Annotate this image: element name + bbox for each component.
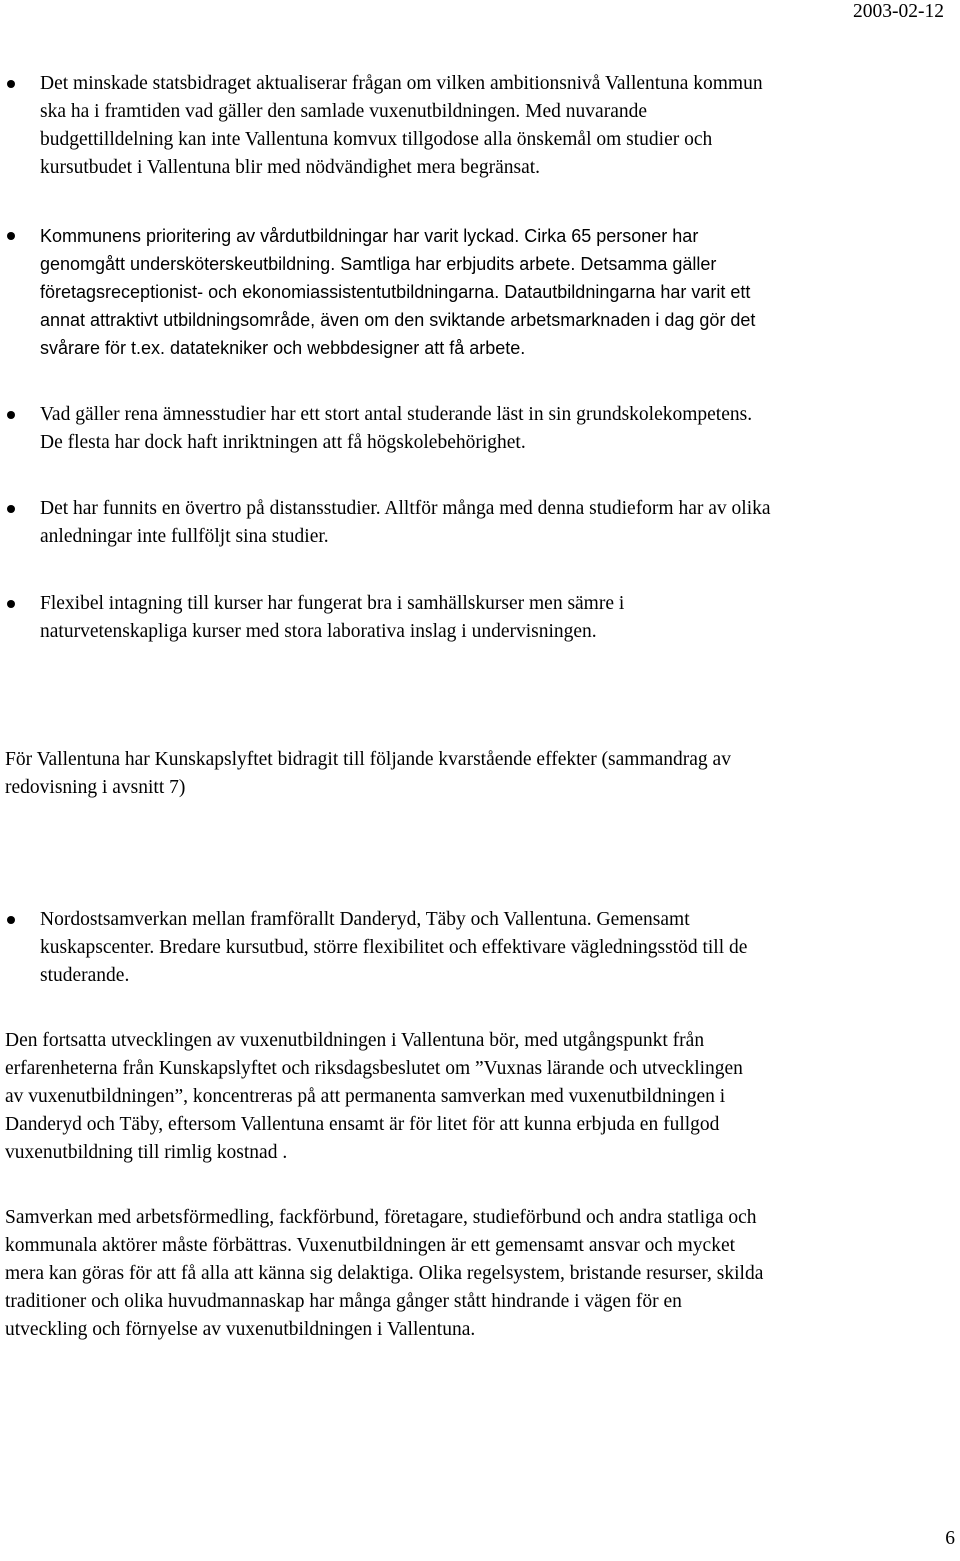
bullet-line: anledningar inte fullföljt sina studier.	[40, 526, 329, 547]
bullet-line: kuskapscenter. Bredare kursutbud, större flexibilitet och effektivare vägledningsstöd till de	[40, 937, 748, 958]
paragraph-line: För Vallentuna har Kunskapslyftet bidragit till följande kvarstående effekter (sammandrag av	[5, 749, 731, 770]
bullet-dot-icon	[7, 505, 15, 513]
bullet-line: naturvetenskapliga kurser med stora laborativa inslag i undervisningen.	[40, 621, 597, 642]
intro-paragraph	[5, 746, 955, 802]
paragraph-line: Den fortsatta utvecklingen av vuxenutbildningen i Vallentuna bör, med utgångspunkt från	[5, 1030, 705, 1051]
bullet-item	[40, 590, 960, 646]
bullet-line: annat attraktivt utbildningsområde, även om den sviktande arbetsmarknaden i dag gör det	[40, 310, 756, 330]
paragraph-line: av vuxenutbildningen”, koncentreras på att permanenta samverkan med vuxenutbildningen i	[5, 1086, 726, 1107]
paragraph-line: utveckling och förnyelse av vuxenutbildningen i Vallentuna.	[5, 1319, 476, 1340]
bullet-line: kursutbudet i Vallentuna blir med nödvändighet mera begränsat.	[40, 157, 541, 178]
bullet-line: svårare för t.ex. datatekniker och webbdesigner att få arbete.	[40, 338, 526, 358]
cooperation-paragraph	[5, 1204, 955, 1344]
bullet-line: Vad gäller rena ämnesstudier har ett stort antal studerande läst in sin grundskolekompetens.	[40, 404, 753, 425]
paragraph-line: vuxenutbildning till rimlig kostnad .	[5, 1142, 288, 1163]
bullet-line: De flesta har dock haft inriktningen att få högskolebehörighet.	[40, 432, 526, 453]
bullet-dot-icon	[7, 411, 15, 419]
paragraph-line: redovisning i avsnitt 7)	[5, 777, 186, 798]
bullet-line: Det minskade statsbidraget aktualiserar frågan om vilken ambitionsnivå Vallentuna kommun	[40, 73, 763, 94]
paragraph-line: traditioner och olika huvudmannaskap har många gånger stått hindrande i vägen för en	[5, 1291, 682, 1312]
bullet-dot-icon	[7, 232, 15, 240]
bullet-item	[40, 401, 960, 457]
paragraph-line: kommunala aktörer måste förbättras. Vuxenutbildningen är ett gemensamt ansvar och mycket	[5, 1235, 736, 1256]
bullet-dot-icon	[7, 916, 15, 924]
page-number: 6	[945, 1528, 955, 1549]
paragraph-line: Samverkan med arbetsförmedling, fackförbund, företagare, studieförbund och andra statliga och	[5, 1207, 757, 1228]
bullet-dot-icon	[7, 80, 15, 88]
bullet-line: budgettilldelning kan inte Vallentuna komvux tillgodose alla önskemål om studier och	[40, 129, 713, 150]
bullet-line: Flexibel intagning till kurser har fungerat bra i samhällskurser men sämre i	[40, 593, 625, 614]
paragraph-line: erfarenheterna från Kunskapslyftet och riksdagsbeslutet om ”Vuxnas lärande och utvecklingen	[5, 1058, 743, 1079]
bullet-line: företagsreceptionist- och ekonomiassistentutbildningarna. Datautbildningarna har varit ett	[40, 282, 751, 302]
bullet-item	[40, 222, 960, 362]
continuation-paragraph	[5, 1027, 955, 1167]
page-date: 2003-02-12	[853, 1, 944, 22]
paragraph-line: Danderyd och Täby, eftersom Vallentuna ensamt är för litet för att kunna erbjuda en fullgod	[5, 1114, 720, 1135]
bullet-item	[40, 906, 960, 990]
bullet-item	[40, 70, 960, 182]
bullet-line: Det har funnits en övertro på distansstudier. Alltför många med denna studieform har av olika	[40, 498, 771, 519]
bullet-line: Nordostsamverkan mellan framförallt Danderyd, Täby och Vallentuna. Gemensamt	[40, 909, 690, 930]
bullet-line: genomgått undersköterskeutbildning. Samtliga har erbjudits arbete. Detsamma gäller	[40, 254, 717, 274]
bullet-dot-icon	[7, 600, 15, 608]
paragraph-line: mera kan göras för att få alla att känna sig delaktiga. Olika regelsystem, bristande resurser, skilda	[5, 1263, 764, 1284]
bullet-line: Kommunens prioritering av vårdutbildningar har varit lyckad. Cirka 65 personer har	[40, 226, 699, 246]
bullet-item	[40, 495, 960, 551]
bullet-line: ska ha i framtiden vad gäller den samlade vuxenutbildningen. Med nuvarande	[40, 101, 648, 122]
bullet-line: studerande.	[40, 965, 130, 986]
